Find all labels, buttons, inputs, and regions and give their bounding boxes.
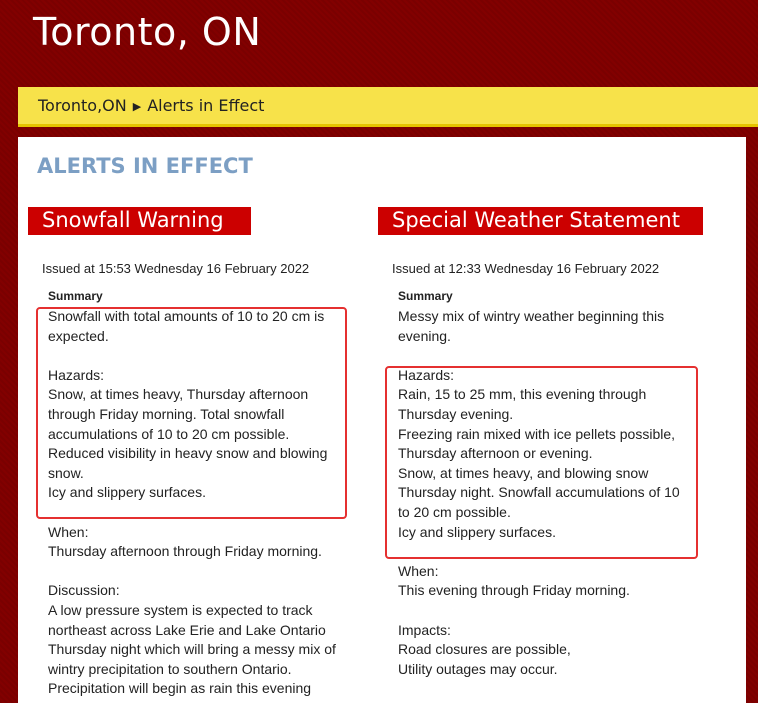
highlight-box-left xyxy=(36,307,347,519)
summary-text: Messy mix of wintry weather beginning this evening. xyxy=(398,308,665,344)
hazards-text: Hazards: Rain, 15 to 25 mm, this evening through Thursday evening. Freezing rain mixed with ice pellets possible, Thursday afternoon or evening. Snow, at times heavy, and blowing snow Thursday night. Snowfall accumulations of 10 to 20 cm possible. Icy and slippery surfaces. xyxy=(398,366,680,540)
when-text: When: This evening through Friday morning. xyxy=(398,562,630,599)
alert-heading: Snowfall Warning xyxy=(28,207,251,235)
breadcrumb-bar xyxy=(18,87,758,127)
breadcrumb xyxy=(38,96,264,115)
alert-issued-time: Issued at 12:33 Wednesday 16 February 2022 xyxy=(392,261,660,276)
summary-label: Summary xyxy=(48,289,103,303)
summary-label: Summary xyxy=(398,289,453,303)
breadcrumb-current: Alerts in Effect xyxy=(147,96,265,115)
hazards-text: Hazards: Snow, at times heavy, Thursday afternoon through Friday morning. Total snowfall accumulations of 10 to 20 cm possible. Reduced visibility in heavy snow and blowing snow. Icy and slippery surfaces. xyxy=(48,366,328,501)
page-title: ALERTS IN EFFECT xyxy=(37,154,253,178)
main-content xyxy=(18,137,746,703)
alert-heading: Special Weather Statement xyxy=(378,207,703,235)
highlight-box-right xyxy=(385,366,698,559)
impacts-text: Impacts: Road closures are possible, Utility outages may occur. xyxy=(398,621,571,677)
discussion-text: Discussion: A low pressure system is expected to track northeast across Lake Erie and Lake Ontario Thursday night which will bring a messy mix of wintry precipitation to southern Ontario. Precipitation will begin as rain this evening xyxy=(48,582,336,697)
breadcrumb-location-link[interactable]: Toronto,ON xyxy=(38,96,127,115)
when-text: When: Thursday afternoon through Friday morning. xyxy=(48,523,322,560)
breadcrumb-arrow-icon: ▶ xyxy=(132,100,142,113)
summary-text: Snowfall with total amounts of 10 to 20 cm is expected. xyxy=(48,308,325,344)
alert-issued-time: Issued at 15:53 Wednesday 16 February 2022 xyxy=(42,261,310,276)
page-header-title: Toronto, ON xyxy=(33,10,262,54)
